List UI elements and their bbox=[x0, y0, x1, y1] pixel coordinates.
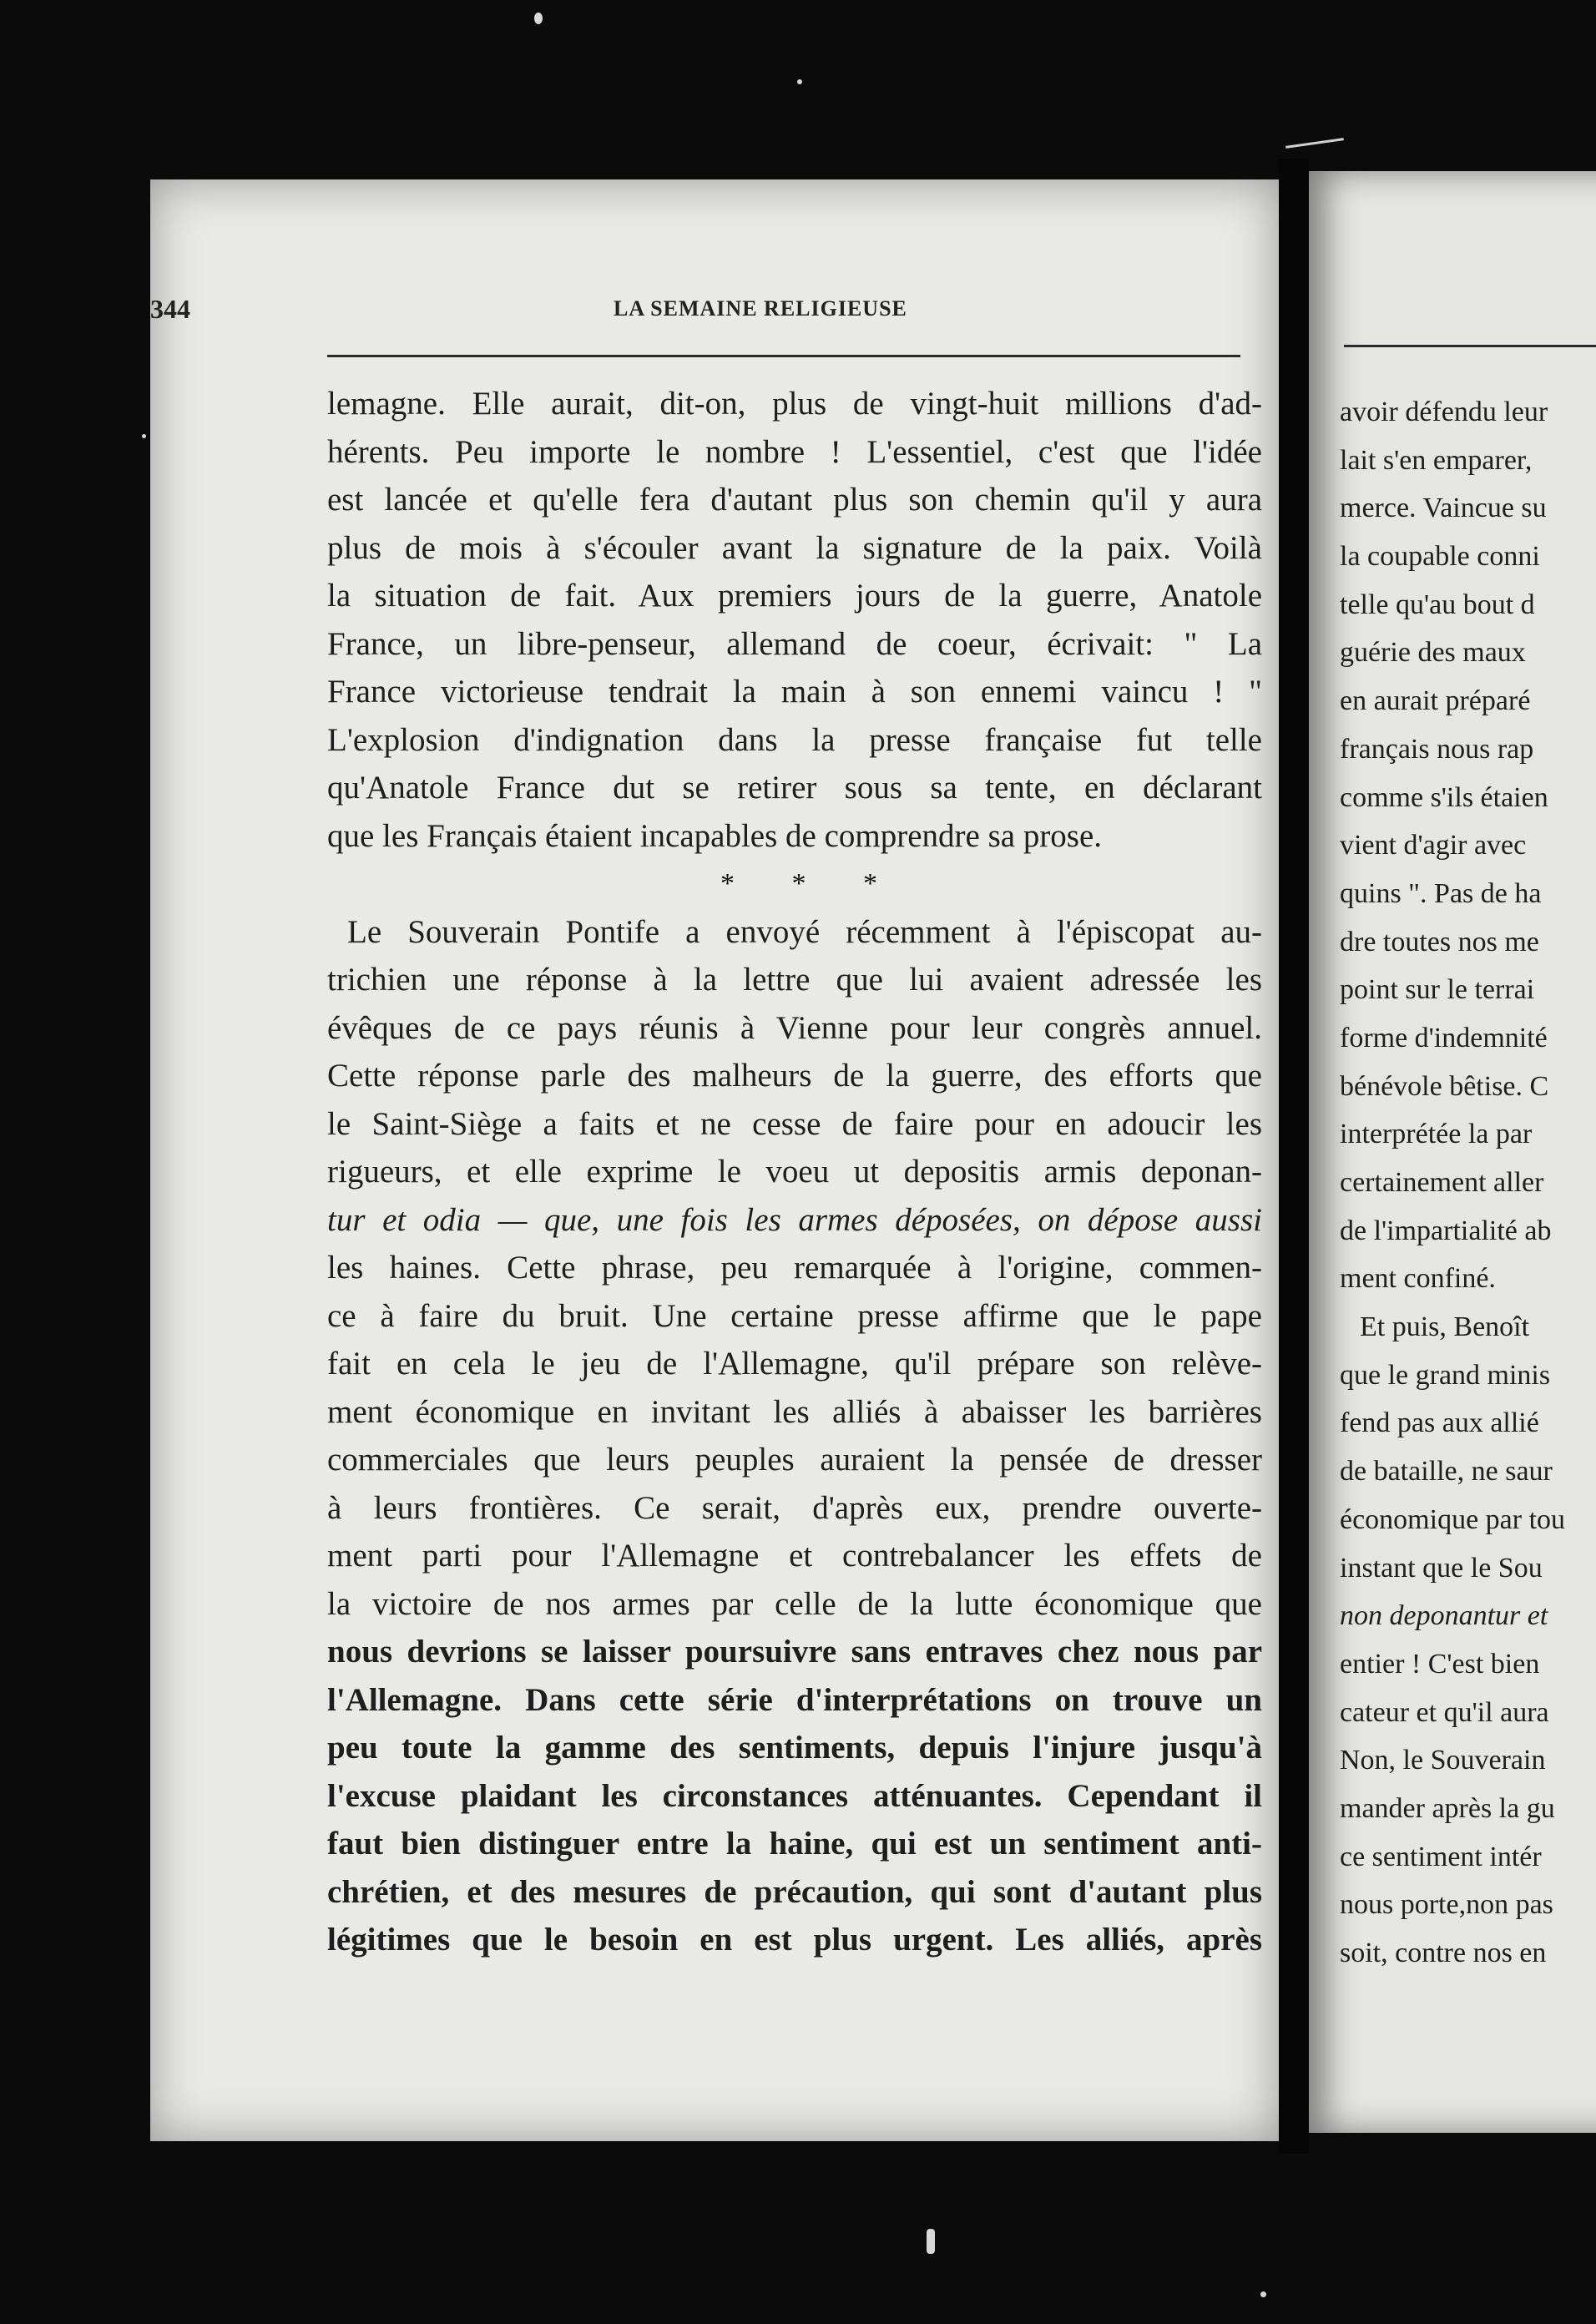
text-line: Non, le Souverain bbox=[1340, 1745, 1546, 1776]
text-line: forme d'indemnité bbox=[1340, 1022, 1548, 1053]
scan-speck bbox=[534, 13, 543, 24]
text-line: ment économique en invitant les alliés à abaisser les barrières bbox=[327, 1393, 1262, 1430]
text-line: soit, contre nos en bbox=[1340, 1938, 1547, 1968]
text-line: la coupable conni bbox=[1340, 541, 1540, 573]
text-line: chrétien, et des mesures de précaution, qui sont d'autant plus bbox=[327, 1873, 1262, 1910]
text-line: France victorieuse tendrait la main à son ennemi vaincu ! " bbox=[327, 674, 1262, 710]
text-line: que le grand minis bbox=[1340, 1359, 1551, 1391]
right-body-text bbox=[1340, 388, 1596, 1978]
text-line: nous porte,non pas bbox=[1340, 1889, 1553, 1921]
text-line: telle qu'au bout d bbox=[1340, 589, 1535, 620]
text-line: fait en cela le jeu de l'Allemagne, qu'il prépare son relève- bbox=[327, 1346, 1262, 1382]
header-rule bbox=[327, 355, 1240, 357]
scan-speck bbox=[927, 2229, 935, 2254]
right-header-rule bbox=[1344, 345, 1596, 347]
text-line: avoir défendu leur bbox=[1340, 397, 1548, 427]
text-line: lemagne. Elle aurait, dit-on, plus de vingt-huit millions d'ad- bbox=[327, 386, 1262, 422]
scan-speck bbox=[1260, 2291, 1266, 2297]
text-line: comme s'ils étaien bbox=[1340, 781, 1548, 813]
text-line: commerciales que leurs peuples auraient la pensée de dresser bbox=[327, 1442, 1262, 1478]
text-line: Le Souverain Pontife a envoyé récemment à l'épiscopat au- bbox=[347, 913, 1262, 950]
scan-scratch bbox=[1285, 138, 1344, 149]
text-line: entier ! C'est bien bbox=[1340, 1648, 1540, 1680]
text-line: peu toute la gamme des sentiments, depuis l'injure jusqu'à bbox=[327, 1730, 1262, 1766]
text-line: Et puis, Benoît bbox=[1360, 1311, 1530, 1343]
text-line: plus de mois à s'écouler avant la signature de la paix. Voilà bbox=[327, 529, 1262, 566]
left-body-text bbox=[327, 380, 1262, 1964]
text-line: L'explosion d'indignation dans la presse française fut telle bbox=[327, 721, 1262, 758]
text-line: ment confiné. bbox=[1340, 1263, 1496, 1295]
text-line: Cette réponse parle des malheurs de la guerre, des efforts que bbox=[327, 1058, 1262, 1094]
scan-speck bbox=[142, 434, 146, 438]
text-line: est lancée et qu'elle fera d'autant plus son chemin qu'il y aura bbox=[327, 482, 1262, 518]
text-line: à leurs frontières. Ce serait, d'après eux, prendre ouverte- bbox=[327, 1489, 1262, 1526]
page-number: 344 bbox=[150, 294, 190, 324]
text-line: les haines. Cette phrase, peu remarquée à l'origine, commen- bbox=[327, 1250, 1262, 1286]
text-line: mander après la gu bbox=[1340, 1792, 1555, 1824]
text-line: de bataille, ne saur bbox=[1340, 1456, 1553, 1488]
text-line: en aurait préparé bbox=[1340, 685, 1531, 717]
text-line: cateur et qu'il aura bbox=[1340, 1696, 1549, 1728]
text-line: français nous rap bbox=[1340, 733, 1534, 765]
text-line: fend pas aux allié bbox=[1340, 1407, 1539, 1439]
text-line: légitimes que le besoin en est plus urgent. Les alliés, après bbox=[327, 1922, 1262, 1958]
text-line: de l'impartialité ab bbox=[1340, 1215, 1552, 1246]
text-line: dre toutes nos me bbox=[1340, 926, 1539, 957]
text-line: trichien une réponse à la lettre que lui avaient adressée les bbox=[327, 962, 1262, 998]
text-line: rigueurs, et elle exprime le voeu ut depositis armis deponan- bbox=[327, 1154, 1262, 1190]
text-line: bénévole bêtise. C bbox=[1340, 1070, 1549, 1102]
text-line: tur et odia — que, une fois les armes déposées, on dépose aussi bbox=[327, 1201, 1262, 1238]
text-line: certainement aller bbox=[1340, 1167, 1544, 1198]
text-line: merce. Vaincue su bbox=[1340, 493, 1547, 524]
text-line: hérents. Peu importe le nombre ! L'essentiel, c'est que l'idée bbox=[327, 433, 1262, 470]
text-line: le Saint-Siège a faits et ne cesse de faire pour en adoucir les bbox=[327, 1105, 1262, 1142]
text-line: interprétée la par bbox=[1340, 1119, 1533, 1150]
text-line: lait s'en emparer, bbox=[1340, 444, 1533, 476]
text-line: instant que le Sou bbox=[1340, 1552, 1543, 1584]
text-line: que les Français étaient incapables de comprendre sa prose. bbox=[327, 817, 1103, 854]
text-line: la situation de fait. Aux premiers jours de la guerre, Anatole bbox=[327, 578, 1262, 614]
page-gutter bbox=[1279, 159, 1309, 2154]
text-line: vient d'agir avec bbox=[1340, 830, 1527, 861]
text-line: guérie des maux bbox=[1340, 637, 1526, 669]
text-line: l'excuse plaidant les circonstances atténuantes. Cependant il bbox=[327, 1777, 1262, 1814]
text-line: ce à faire du bruit. Une certaine presse affirme que le pape bbox=[327, 1297, 1262, 1334]
section-separator: * * * bbox=[720, 868, 902, 899]
running-title: LA SEMAINE RELIGIEUSE bbox=[614, 296, 907, 321]
text-line: point sur le terrai bbox=[1340, 974, 1535, 1006]
text-line: l'Allemagne. Dans cette série d'interprétations on trouve un bbox=[327, 1681, 1262, 1718]
scan-speck bbox=[797, 79, 802, 84]
text-line: économique par tou bbox=[1340, 1503, 1566, 1535]
text-line: ce sentiment intér bbox=[1340, 1841, 1542, 1872]
text-line: France, un libre-penseur, allemand de coeur, écrivait: " La bbox=[327, 625, 1262, 662]
text-line: nous devrions se laisser poursuivre sans entraves chez nous par bbox=[327, 1634, 1262, 1670]
text-line: faut bien distinguer entre la haine, qui est un sentiment anti- bbox=[327, 1826, 1262, 1862]
text-line: quins ". Pas de ha bbox=[1340, 877, 1542, 909]
text-line: la victoire de nos armes par celle de la lutte économique que bbox=[327, 1585, 1262, 1622]
text-line: non deponantur et bbox=[1340, 1600, 1548, 1632]
text-line: ment parti pour l'Allemagne et contrebalancer les effets de bbox=[327, 1538, 1262, 1574]
text-line: évêques de ce pays réunis à Vienne pour leur congrès annuel. bbox=[327, 1009, 1262, 1046]
text-line: qu'Anatole France dut se retirer sous sa tente, en déclarant bbox=[327, 770, 1262, 806]
